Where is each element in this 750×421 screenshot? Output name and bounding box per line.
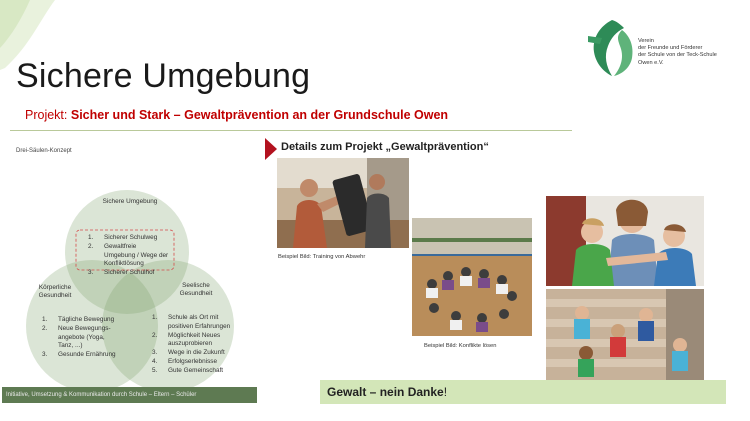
three-pillar-venn-diagram	[20, 190, 260, 390]
association-logo-icon	[582, 16, 642, 78]
photo-conflict-circle-image	[412, 218, 532, 336]
photo-kids-stairs-image	[546, 289, 704, 381]
logo-line: der Freunde und Förderer	[638, 45, 703, 52]
title-divider	[10, 130, 572, 131]
list-item: auszuprobieren	[168, 340, 213, 348]
list-item: 3. Gesunde Ernährung	[42, 351, 116, 359]
subtitle-text: Sicher und Stark – Gewaltprävention an der Grundschule Owen	[70, 108, 449, 122]
photo-caption: Beispiel Bild: Konflikte lösen	[424, 343, 497, 349]
photo-teacher-children	[546, 196, 704, 286]
page-title: Sichere Umgebung	[16, 57, 311, 95]
photo-caption: Beispiel Bild: Training von Abwehr	[278, 254, 366, 260]
list-item: Konfliktlösung	[104, 260, 144, 268]
photo-kids-stairs	[546, 289, 704, 381]
list-item: angebote (Yoga,	[58, 333, 105, 341]
logo-line: der Schule von der Teck-Schule	[638, 52, 717, 59]
arrow-right-icon	[265, 138, 277, 160]
list-item: 3. Sicherer Schulhof	[88, 269, 155, 277]
right-circle-title: Seelische Gesundheit	[179, 282, 213, 297]
details-title: Details zum Projekt „Gewaltprävention“	[281, 141, 489, 153]
logo-text	[638, 38, 748, 67]
slogan-banner	[320, 380, 726, 404]
photo-training-image	[277, 158, 409, 248]
left-circle-list	[42, 316, 132, 360]
left-circle-title: Körperliche Gesundheit	[38, 284, 72, 299]
list-item: 1. Tägliche Bewegung	[42, 316, 115, 323]
concept-footer-bar: Initiative, Umsetzung & Kommunikation durch Schule – Eltern – Schüler	[2, 387, 257, 403]
list-item: 1. Sicherer Schulweg	[88, 234, 158, 241]
slogan-end: !	[443, 385, 448, 399]
list-item: 3. Wege in die Zukunft	[152, 349, 225, 357]
project-subtitle	[25, 108, 448, 122]
list-item: positiven Erfahrungen	[168, 322, 231, 330]
list-item: 5. Gute Gemeinschaft	[152, 366, 224, 374]
subtitle-prefix: Projekt:	[25, 108, 68, 122]
list-item: 4. Erfolgserlebnisse	[152, 357, 218, 365]
list-item: Umgebung / Wege der	[104, 251, 169, 259]
photo-training	[277, 158, 409, 248]
list-item: 2. Gewaltfreie	[88, 242, 137, 250]
concept-label: Drei-Säulen-Konzept	[16, 148, 72, 154]
list-item: Tanz, ...)	[58, 342, 83, 350]
list-item: 2. Möglichkeit Neues	[152, 331, 221, 339]
list-item: 2. Neue Bewegungs-	[42, 324, 111, 332]
right-circle-list	[152, 314, 260, 376]
top-circle-list	[88, 234, 188, 278]
logo-line: Owen e.V.	[638, 59, 664, 66]
photo-conflict-circle	[412, 218, 532, 336]
photo-teacher-children-image	[546, 196, 704, 286]
list-item: 1. Schule als Ort mit	[152, 314, 219, 321]
slogan-text: Gewalt – nein Danke	[327, 385, 444, 399]
top-circle-title: Sichere Umgebung	[102, 198, 158, 205]
logo-line: Verein	[638, 38, 654, 44]
